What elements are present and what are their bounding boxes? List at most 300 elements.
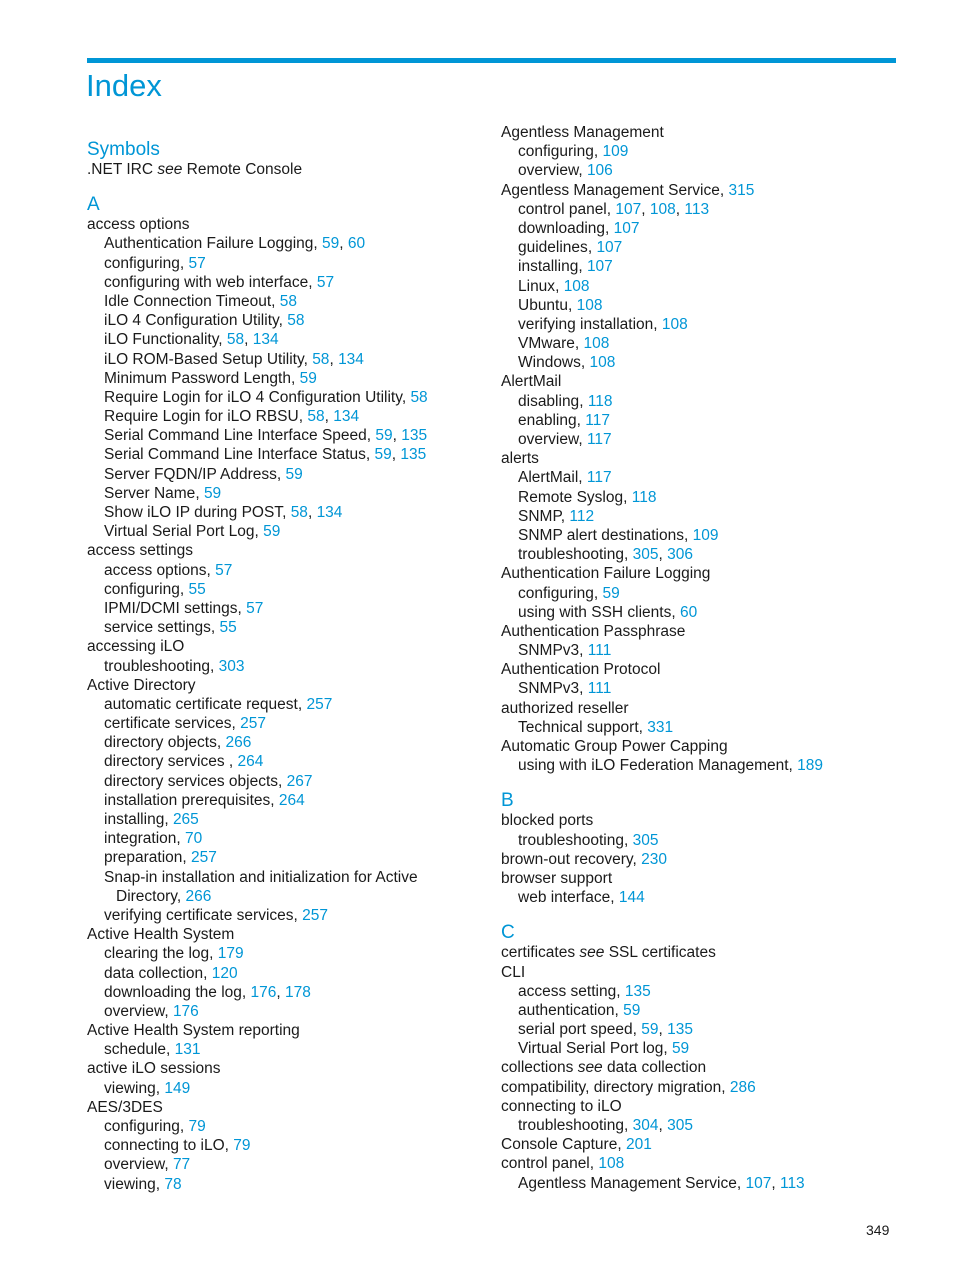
page-link[interactable]: 107 (745, 1174, 772, 1192)
index-entry (501, 811, 921, 830)
entry-term: collections (501, 1059, 574, 1077)
page-link[interactable]: 107 (615, 200, 642, 218)
index-subentry: Linux, 108 (518, 277, 590, 295)
index-subentry: access options, 57 (104, 561, 233, 579)
index-entry (501, 699, 921, 718)
index-subentry: overview, 106 (518, 162, 613, 180)
entry-term: VMware (518, 335, 575, 353)
page-link[interactable]: 264 (278, 791, 305, 809)
index-subentry: Require Login for iLO 4 Configuration Utility, 58 (104, 388, 428, 406)
index-subentry: overview, 176 (104, 1002, 199, 1020)
entry-term: Server FQDN/IP Address (104, 465, 277, 483)
entry-term: configuring with web interface (104, 273, 309, 291)
page-link[interactable]: 257 (302, 906, 329, 924)
entry-term: IPMI/DCMI settings (104, 599, 238, 617)
index-subentry: SNMP alert destinations, 109 (518, 526, 719, 544)
index-subentry: Show iLO IP during POST, 58, 134 (104, 504, 343, 521)
index-entry (87, 215, 487, 234)
index-subentry: configuring, 79 (104, 1118, 206, 1135)
page-link[interactable]: 59 (623, 1001, 641, 1019)
index-subentry: Directory, 266 (116, 887, 212, 905)
entry-term: web interface (518, 889, 611, 907)
index-subentry: service settings, 55 (104, 619, 237, 637)
page-link[interactable]: 257 (306, 695, 333, 713)
page-link[interactable]: 113 (684, 200, 710, 218)
index-subentry: authentication, 59 (518, 1001, 641, 1019)
entry-term: access setting (518, 982, 617, 1000)
see-reference: see (157, 161, 183, 178)
entry-term: Directory (116, 887, 177, 905)
page-link[interactable]: 303 (218, 657, 245, 675)
index-entry (501, 660, 921, 679)
entry-term: verifying certificate services (104, 906, 294, 924)
index-subentry: configuring, 109 (518, 143, 629, 161)
entry-term: authentication (518, 1001, 615, 1019)
page-link[interactable]: 315 (728, 181, 755, 199)
page-link[interactable]: 112 (569, 507, 595, 525)
see-target[interactable]: SSL certificates (608, 944, 716, 962)
page-link[interactable]: 267 (286, 772, 313, 790)
section-heading: B (501, 790, 514, 812)
index-subentry (87, 868, 487, 887)
index-subentry: enabling, 117 (518, 411, 610, 429)
page-link[interactable]: 113 (779, 1174, 805, 1192)
page-link[interactable]: 59 (671, 1040, 690, 1058)
entry-term: Agentless Management Service (518, 1174, 737, 1192)
entry-term: access options (104, 561, 207, 579)
entry-term: overview (518, 431, 579, 448)
entry-term: installing (518, 258, 579, 276)
entry-term: SNMPv3 (518, 642, 580, 660)
entry-term: access settings (87, 542, 193, 560)
page-link[interactable]: 108 (563, 277, 590, 295)
entry-term: control panel (501, 1155, 590, 1173)
page-link[interactable]: 109 (602, 143, 629, 161)
page-link[interactable]: 266 (185, 887, 212, 905)
page-link[interactable]: 59 (263, 523, 281, 541)
entry-term: Technical support (518, 718, 639, 736)
entry-term: enabling (518, 411, 577, 429)
index-subentry: iLO Functionality, 58, 134 (104, 331, 279, 349)
page-link[interactable]: 79 (188, 1118, 206, 1135)
page-link[interactable]: 189 (797, 757, 824, 775)
entry-term: overview (518, 162, 579, 180)
page-link[interactable]: 111 (587, 680, 612, 698)
entry-term: configuring (518, 143, 594, 161)
index-subentry: viewing, 149 (104, 1079, 191, 1097)
index-subentry: troubleshooting, 304, 305 (518, 1117, 693, 1134)
index-subentry: SNMPv3, 111 (518, 642, 612, 660)
index-entry (87, 541, 487, 560)
entry-term: active iLO sessions (87, 1060, 221, 1078)
page-link[interactable]: 230 (641, 850, 668, 868)
index-subentry: configuring, 59 (518, 584, 620, 602)
entry-term: Agentless Management Service (501, 181, 720, 199)
page-link[interactable]: 107 (613, 219, 640, 237)
index-subentry: viewing, 78 (104, 1175, 182, 1193)
page-link[interactable]: 135 (401, 427, 428, 445)
page-link[interactable]: 107 (596, 239, 623, 257)
index-subentry: SNMPv3, 111 (518, 680, 612, 698)
page-link[interactable]: 134 (316, 504, 343, 521)
page-link[interactable]: 201 (625, 1136, 652, 1154)
index-subentry: Idle Connection Timeout, 58 (104, 292, 298, 310)
page-link[interactable]: 108 (583, 335, 610, 353)
page-link[interactable]: 108 (589, 354, 616, 372)
page-link[interactable]: 55 (219, 619, 237, 637)
entry-term: Ubuntu (518, 296, 568, 314)
page-link[interactable]: 57 (215, 561, 233, 579)
entry-term: Idle Connection Timeout (104, 292, 272, 310)
entry-term: directory objects (104, 734, 217, 752)
index-subentry: Virtual Serial Port Log, 59 (104, 523, 281, 541)
page-link[interactable]: 176 (250, 983, 277, 1001)
entry-term: control panel (518, 200, 607, 218)
page-link[interactable]: 120 (211, 964, 238, 982)
index-subentry: schedule, 131 (104, 1041, 201, 1059)
index-entry (87, 1098, 487, 1117)
page-link[interactable]: 59 (322, 235, 340, 253)
page-link[interactable]: 55 (188, 580, 206, 598)
index-subentry: installing, 107 (518, 258, 613, 276)
page-link[interactable]: 58 (290, 504, 308, 521)
index-subentry: verifying installation, 108 (518, 315, 688, 333)
entry-term: overview (104, 1156, 165, 1174)
section-heading: A (87, 194, 100, 216)
entry-term: blocked ports (501, 812, 594, 830)
entry-term: SNMP alert destinations (518, 526, 684, 544)
page-link[interactable]: 59 (375, 427, 393, 445)
entry-term: CLI (501, 963, 526, 981)
index-subentry: downloading the log, 176, 178 (104, 983, 311, 1001)
page-link[interactable]: 108 (598, 1155, 625, 1173)
index-subentry: IPMI/DCMI settings, 57 (104, 599, 264, 617)
index-subentry: automatic certificate request, 257 (104, 695, 333, 713)
entry-term: Automatic Group Power Capping (501, 738, 728, 755)
entry-term: iLO ROM-Based Setup Utility (104, 350, 304, 368)
index-entry (501, 1058, 921, 1077)
page-link[interactable]: 131 (174, 1041, 201, 1059)
page-link[interactable]: 59 (374, 446, 392, 464)
index-entry (87, 1021, 487, 1040)
index-subentry: installation prerequisites, 264 (104, 791, 305, 809)
entry-term: guidelines (518, 239, 588, 257)
page-link[interactable]: 108 (649, 200, 676, 218)
page-link[interactable]: 70 (185, 830, 203, 848)
entry-term: installation prerequisites (104, 791, 271, 809)
entry-term: Authentication Protocol (501, 661, 661, 679)
entry-term: iLO Functionality (104, 331, 219, 349)
page-link[interactable]: 135 (624, 982, 651, 1000)
index-entry (501, 449, 921, 468)
index-subentry: iLO ROM-Based Setup Utility, 58, 134 (104, 350, 364, 368)
top-rule (87, 58, 896, 63)
entry-term: Serial Command Line Interface Status (104, 446, 366, 464)
entry-term: connecting to iLO (501, 1097, 622, 1115)
page-link[interactable]: 79 (233, 1137, 251, 1155)
see-target[interactable]: data collection (607, 1059, 707, 1077)
entry-term: serial port speed (518, 1021, 633, 1039)
entry-term: configuring (104, 580, 180, 598)
page-link[interactable]: 134 (333, 408, 360, 426)
entry-term: integration (104, 830, 177, 848)
index-subentry: control panel, 107, 108, 113 (518, 200, 710, 218)
index-subentry: troubleshooting, 305 (518, 831, 659, 849)
entry-term: directory services objects (104, 772, 279, 790)
entry-term: alerts (501, 450, 539, 468)
entry-term: SNMPv3 (518, 680, 580, 698)
entry-term: Snap-in installation and initialization for Active (104, 868, 418, 886)
index-entry: control panel, 108 (501, 1155, 625, 1173)
page-link[interactable]: 59 (299, 369, 317, 387)
entry-term: Show iLO IP during POST (104, 504, 283, 521)
index-entry (501, 1097, 921, 1116)
index-subentry: directory services objects, 267 (104, 772, 313, 790)
index-entry (501, 943, 921, 962)
index-subentry: Remote Syslog, 118 (518, 488, 657, 506)
page-link[interactable]: 57 (246, 599, 264, 617)
index-subentry: downloading, 107 (518, 219, 640, 237)
entry-term: AlertMail (501, 373, 562, 391)
page-link[interactable]: 264 (237, 753, 264, 771)
index-subentry: using with iLO Federation Management, 189 (518, 757, 824, 775)
index-subentry: Serial Command Line Interface Speed, 59, 135 (104, 427, 428, 445)
page-link[interactable]: 58 (312, 350, 330, 368)
page-link[interactable]: 108 (576, 296, 603, 314)
page-link[interactable]: 117 (585, 411, 610, 429)
page-link[interactable]: 111 (587, 642, 612, 660)
entry-term: directory services (104, 753, 229, 771)
section-heading: Symbols (87, 139, 160, 160)
entry-term: troubleshooting (518, 546, 624, 564)
index-subentry: configuring, 57 (104, 254, 206, 272)
index-entry: Agentless Management Service, 315 (501, 181, 755, 199)
page-link[interactable]: 144 (618, 889, 645, 907)
entry-term: accessing iLO (87, 638, 185, 656)
page-link[interactable]: 257 (240, 715, 266, 733)
page-link[interactable]: 257 (191, 849, 217, 867)
page-link[interactable]: 57 (188, 254, 206, 272)
entry-term: troubleshooting (104, 657, 210, 675)
index-subentry: installing, 265 (104, 811, 199, 828)
entry-term: access options (87, 216, 190, 234)
index-entry: compatibility, directory migration, 286 (501, 1078, 756, 1096)
entry-term: viewing (104, 1175, 156, 1193)
page-link[interactable]: 305 (632, 546, 659, 564)
entry-term: installing (104, 811, 165, 828)
entry-term: brown-out recovery (501, 850, 633, 868)
entry-term: Require Login for iLO RBSU (104, 408, 299, 426)
section-heading: C (501, 922, 515, 944)
index-subentry: Server Name, 59 (104, 484, 222, 502)
page-number: 349 (866, 1222, 890, 1238)
see-reference: see (579, 944, 605, 962)
entry-term: downloading (518, 219, 606, 237)
index-subentry: Virtual Serial Port log, 59 (518, 1040, 690, 1058)
index-subentry: using with SSH clients, 60 (518, 603, 698, 621)
page-link[interactable]: 305 (632, 831, 659, 849)
entry-term: service settings (104, 619, 211, 637)
index-entry (501, 737, 921, 756)
page-link[interactable]: 117 (586, 469, 612, 487)
page-link[interactable]: 107 (586, 258, 613, 276)
index-subentry: Ubuntu, 108 (518, 296, 603, 314)
index-subentry: Minimum Password Length, 59 (104, 369, 317, 387)
entry-term: configuring (104, 1118, 180, 1135)
entry-term: downloading the log (104, 983, 242, 1001)
index-subentry: clearing the log, 179 (104, 945, 244, 963)
index-subentry: certificate services, 257 (104, 715, 266, 733)
entry-term: browser support (501, 869, 613, 887)
entry-term: iLO 4 Configuration Utility (104, 312, 279, 330)
page-link[interactable]: 266 (225, 734, 252, 752)
page-link[interactable]: 60 (347, 235, 366, 253)
entry-term: schedule (104, 1041, 167, 1059)
index-subentry: SNMP, 112 (518, 507, 595, 525)
entry-term: troubleshooting (518, 1117, 624, 1134)
entry-term: compatibility, directory migration (501, 1078, 722, 1096)
index-entry (87, 1059, 487, 1078)
entry-term: certificates (501, 944, 576, 962)
entry-term: Authentication Failure Logging (104, 235, 314, 253)
index-subentry: troubleshooting, 303 (104, 657, 245, 675)
page-link[interactable]: 106 (586, 162, 613, 180)
entry-term: Server Name (104, 484, 196, 502)
index-subentry: VMware, 108 (518, 335, 610, 353)
entry-term: Authentication Passphrase (501, 622, 686, 640)
entry-term: Require Login for iLO 4 Configuration Utility (104, 388, 402, 406)
page-title: Index (86, 68, 162, 103)
entry-term: data collection (104, 964, 204, 982)
entry-term: overview (104, 1002, 165, 1020)
index-entry (87, 160, 487, 179)
page-link[interactable]: 59 (203, 484, 222, 502)
page-link[interactable]: 59 (641, 1021, 659, 1039)
page-link[interactable]: 58 (307, 408, 325, 426)
entry-term: preparation (104, 849, 183, 867)
page-link[interactable]: 117 (586, 431, 612, 448)
index-subentry: Technical support, 331 (518, 718, 674, 736)
page-link[interactable]: 109 (692, 526, 719, 544)
entry-term: clearing the log (104, 945, 210, 963)
entry-term: Active Directory (87, 676, 196, 694)
entry-term: AES/3DES (87, 1098, 163, 1116)
index-subentry: connecting to iLO, 79 (104, 1137, 251, 1155)
page-link[interactable]: 77 (172, 1156, 191, 1174)
index-subentry: configuring with web interface, 57 (104, 273, 335, 291)
page-link[interactable]: 265 (172, 811, 199, 828)
index-entry (87, 925, 487, 944)
index-subentry: iLO 4 Configuration Utility, 58 (104, 312, 305, 330)
page-link[interactable]: 58 (287, 312, 305, 330)
page-link[interactable]: 134 (338, 350, 364, 368)
entry-term: disabling (518, 392, 580, 410)
index-subentry: verifying certificate services, 257 (104, 906, 329, 924)
page-link[interactable]: 118 (631, 488, 657, 506)
entry-term: troubleshooting (518, 831, 624, 849)
entry-term: Serial Command Line Interface Speed (104, 427, 367, 445)
entry-term: verifying installation (518, 315, 654, 333)
page-link[interactable]: 58 (279, 292, 298, 310)
index-subentry: web interface, 144 (518, 889, 645, 907)
entry-term: .NET IRC (87, 161, 154, 178)
page-link[interactable]: 108 (661, 315, 688, 333)
page-link[interactable]: 176 (172, 1002, 199, 1020)
index-subentry: Windows, 108 (518, 354, 616, 372)
entry-term: Console Capture (501, 1136, 618, 1154)
page-link[interactable]: 60 (679, 603, 698, 621)
entry-term: authorized reseller (501, 699, 629, 717)
entry-term: Windows (518, 354, 581, 372)
page-link[interactable]: 305 (667, 1117, 693, 1134)
index-subentry: Serial Command Line Interface Status, 59, 135 (104, 446, 427, 464)
entry-term: certificate services (104, 715, 232, 733)
page-link[interactable]: 59 (285, 465, 303, 483)
index-subentry: Require Login for iLO RBSU, 58, 134 (104, 408, 360, 426)
index-subentry: preparation, 257 (104, 849, 217, 867)
entry-term: Active Health System (87, 926, 235, 944)
entry-term: SNMP (518, 507, 561, 525)
page-link[interactable]: 179 (217, 945, 244, 963)
index-entry (87, 637, 487, 656)
entry-term: configuring (518, 584, 594, 602)
entry-term: using with SSH clients (518, 603, 672, 621)
page-link[interactable]: 149 (164, 1079, 191, 1097)
index-entry (501, 123, 921, 142)
page-link[interactable]: 59 (602, 584, 620, 602)
index-subentry: troubleshooting, 305, 306 (518, 546, 693, 564)
index-subentry: overview, 117 (518, 431, 612, 448)
entry-term: Remote Syslog (518, 488, 624, 506)
index-entry (87, 676, 487, 695)
index-subentry: Agentless Management Service, 107, 113 (518, 1174, 805, 1192)
page-link[interactable]: 135 (667, 1021, 693, 1039)
index-entry (501, 869, 921, 888)
entry-term: Minimum Password Length (104, 369, 291, 387)
page-link[interactable]: 304 (632, 1117, 659, 1134)
index-subentry: data collection, 120 (104, 964, 238, 982)
page-link[interactable]: 58 (226, 331, 245, 349)
page-link[interactable]: 58 (410, 388, 428, 406)
index-subentry: configuring, 55 (104, 580, 206, 598)
page-link[interactable]: 178 (285, 983, 311, 1001)
index-column-left (87, 140, 487, 1194)
page-link[interactable]: 118 (587, 392, 613, 410)
entry-term: viewing (104, 1079, 156, 1097)
entry-term: automatic certificate request (104, 695, 298, 713)
page-link[interactable]: 78 (164, 1175, 182, 1193)
index-entry (501, 564, 921, 583)
index-column-right (501, 123, 921, 1193)
index-subentry: directory services , 264 (104, 753, 264, 771)
page-link[interactable]: 306 (667, 546, 693, 564)
entry-term: Agentless Management (501, 124, 664, 141)
see-target[interactable]: Remote Console (186, 161, 303, 178)
see-reference: see (577, 1059, 603, 1077)
index-subentry: disabling, 118 (518, 392, 613, 410)
page-link[interactable]: 286 (729, 1078, 756, 1096)
index-subentry: Authentication Failure Logging, 59, 60 (104, 235, 366, 253)
page-link[interactable]: 331 (647, 718, 674, 736)
entry-term: Authentication Failure Logging (501, 565, 711, 583)
page-link[interactable]: 135 (400, 446, 427, 464)
entry-term: Virtual Serial Port Log (104, 523, 255, 541)
index-entry (501, 622, 921, 641)
page-link[interactable]: 57 (316, 273, 335, 291)
page-link[interactable]: 134 (252, 331, 279, 349)
entry-term: Virtual Serial Port log (518, 1040, 664, 1058)
index-subentry: guidelines, 107 (518, 239, 623, 257)
